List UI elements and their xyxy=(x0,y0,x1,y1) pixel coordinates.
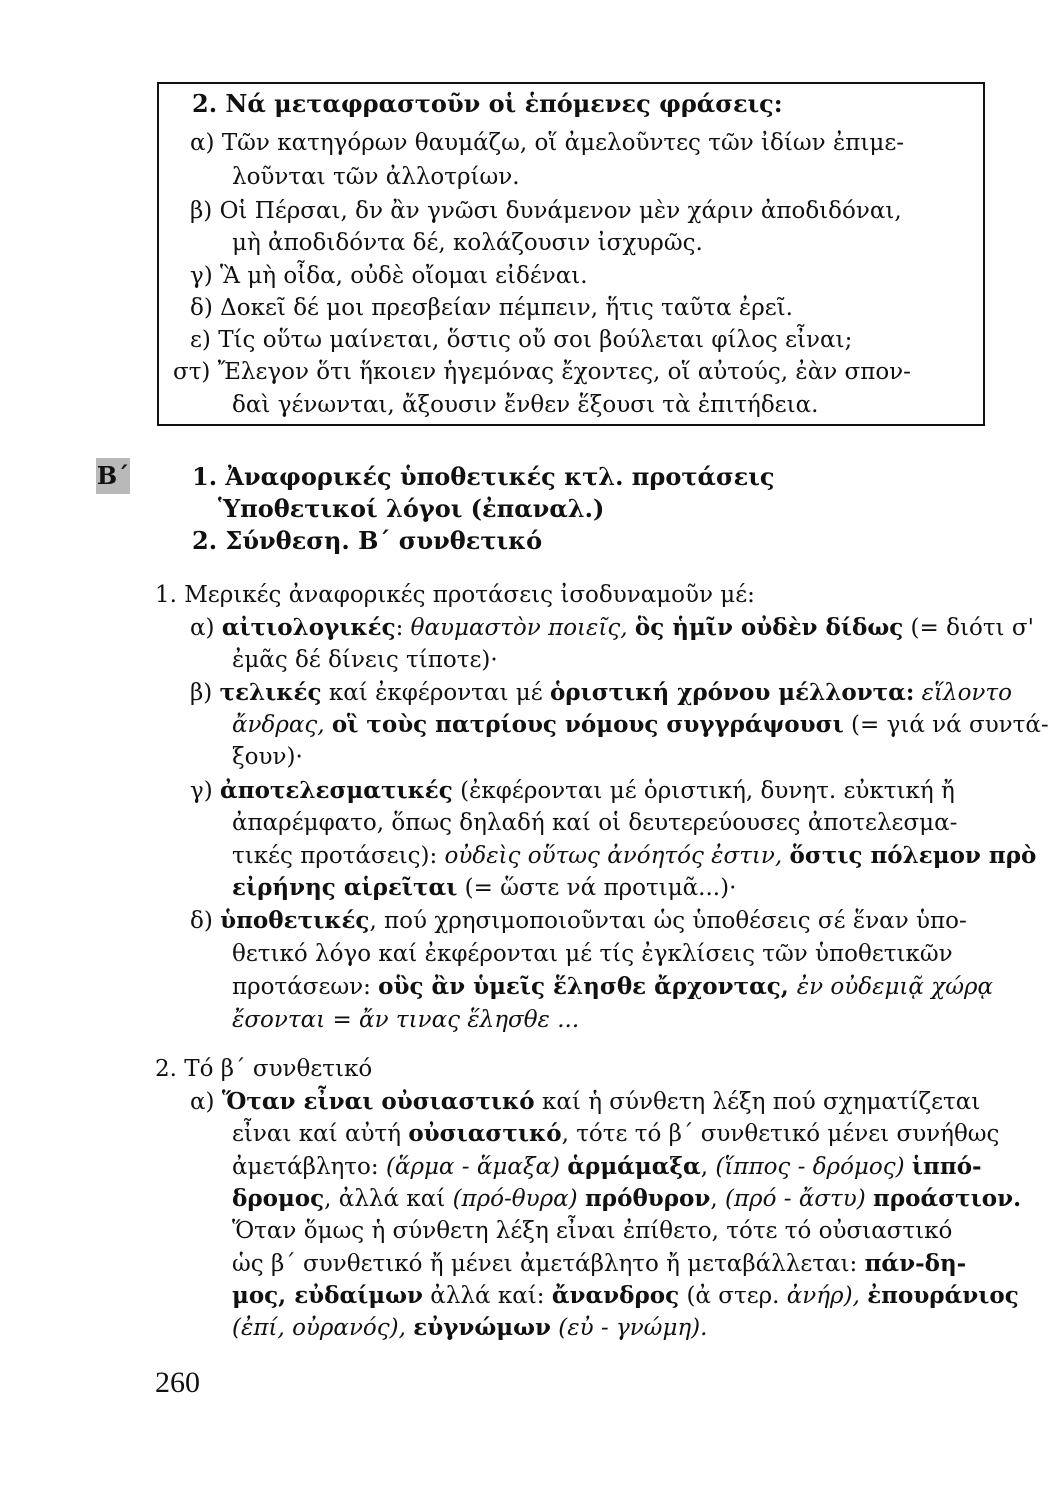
text-line: ξουν)· xyxy=(232,744,303,770)
text-line: δ) ὑποθετικές, πού χρησιμοποιοῦνται ὡς ὑποθέσεις σέ ἕναν ὑπο- xyxy=(190,907,967,934)
text-line: α) αἰτιολογικές: θαυμαστὸν ποιεῖς, ὃς ἡμῖν οὐδὲν δίδως (= διότι σ' xyxy=(190,614,1034,641)
exercise-line: στ) Ἔλεγον ὅτι ἥκοιεν ἡγεμόνας ἔχοντες, οἵ αὐτούς, ἐὰν σπον- xyxy=(173,359,911,385)
text-line: εἶναι καί αὐτή οὐσιαστικό, τότε τό β΄ συνθετικό μένει συνήθως xyxy=(232,1120,1000,1147)
text-line: ἀμετάβλητο: (ἅρμα - ἅμαξα) ἁρμάμαξα, (ἵππος - δρόμος) ἱππό- xyxy=(232,1153,982,1180)
exercise-line: δαὶ γένωνται, ἄξουσιν ἔνθεν ἕξουσι τὰ ἐπιτήδεια. xyxy=(232,392,819,418)
text-line: α) Ὅταν εἶναι οὐσιαστικό καί ἡ σύνθετη λέξη πού σχηματίζεται xyxy=(190,1088,981,1115)
text-line: προτάσεων: οὓς ἂν ὑμεῖς ἕλησθε ἄρχοντας, ἐν οὐδεμιᾷ χώρᾳ xyxy=(232,973,994,1000)
exercise-line: γ) Ἃ μὴ οἶδα, οὐδὲ οἴομαι εἰδέναι. xyxy=(190,263,588,289)
exercise-line: ε) Τίς οὕτω μαίνεται, ὅστις οὔ σοι βούλεται φίλος εἶναι; xyxy=(190,327,853,353)
exercise-line: α) Τῶν κατηγόρων θαυμάζω, οἵ ἀμελοῦντες τῶν ἰδίων ἐπιμε- xyxy=(190,130,905,156)
exercise-line: λοῦνται τῶν ἀλλοτρίων. xyxy=(232,164,520,190)
section-heading: Ὑποθετικοί λόγοι (ἐπαναλ.) xyxy=(218,494,605,523)
text-line: μος, εὐδαίμων ἀλλά καί: ἄνανδρος (ἀ στερ. ἀνήρ), ἐπουράνιος xyxy=(232,1282,1019,1309)
text-line: τικές προτάσεις): οὐδεὶς οὕτως ἀνόητός ἐστιν, ὅστις πόλεμον πρὸ xyxy=(232,842,1037,869)
exercise-line: β) Οἱ Πέρσαι, δν ἂν γνῶσι δυνάμενον μὲν χάριν ἀποδιδόναι, xyxy=(190,198,902,224)
section-tag: Β΄ xyxy=(96,458,130,494)
text-line: θετικό λόγο καί ἐκφέρονται μέ τίς ἐγκλίσεις τῶν ὑποθετικῶν xyxy=(232,941,953,967)
exercise-title: 2. Νά μεταφραστοῦν οἱ ἑπόμενες φράσεις: xyxy=(192,89,783,118)
section-heading: 1. Ἀναφορικές ὑποθετικές κτλ. προτάσεις xyxy=(192,462,775,491)
section-heading: 2. Σύνθεση. Β΄ συνθετικό xyxy=(192,526,543,555)
paragraph-intro: 2. Τό β΄ συνθετικό xyxy=(155,1056,373,1082)
text-line: ἔσονται = ἄν τινας ἕλησθε ... xyxy=(232,1007,580,1033)
text-line: δρομος, ἀλλά καί (πρό-θυρα) πρόθυρον, (πρό - ἄστυ) προάστιον. xyxy=(232,1185,1022,1212)
text-line: γ) ἀποτελεσματικές (ἐκφέρονται μέ ὁριστική, δυνητ. εὐκτική ἤ xyxy=(190,777,955,804)
text-line: ἐμᾶς δέ δίνεις τίποτε)· xyxy=(232,647,498,673)
exercise-line: δ) Δοκεῖ δέ μοι πρεσβείαν πέμπειν, ἥτις ταῦτα ἐρεῖ. xyxy=(190,295,793,321)
text-line: β) τελικές καί ἐκφέρονται μέ ὁριστική χρόνου μέλλοντα: εἵλοντο xyxy=(190,679,1012,706)
text-line: ἄνδρας, οἳ τοὺς πατρίους νόμους συγγράψουσι (= γιά νά συντά- xyxy=(232,711,1049,738)
text-line: (ἐπί, οὐρανός), εὐγνώμων (εὐ - γνώμη). xyxy=(232,1314,708,1341)
page-number: 260 xyxy=(155,1366,200,1399)
text-line: Ὅταν ὅμως ἡ σύνθετη λέξη εἶναι ἐπίθετο, τότε τό οὐσιαστικό xyxy=(232,1218,953,1244)
exercise-line: μὴ ἀποδιδόντα δέ, κολάζουσιν ἰσχυρῶς. xyxy=(232,230,703,256)
paragraph-intro: 1. Μερικές ἀναφορικές προτάσεις ἰσοδυναμοῦν μέ: xyxy=(155,582,755,608)
text-line: ἀπαρέμφατο, ὅπως δηλαδή καί οἱ δευτερεύουσες ἀποτελεσμα- xyxy=(232,810,958,836)
text-line: ὡς β΄ συνθετικό ἤ μένει ἀμετάβλητο ἤ μεταβάλλεται: πάν-δη- xyxy=(232,1250,967,1277)
text-line: εἰρήνης αἱρεῖται (= ὥστε νά προτιμᾶ...)· xyxy=(232,874,737,901)
